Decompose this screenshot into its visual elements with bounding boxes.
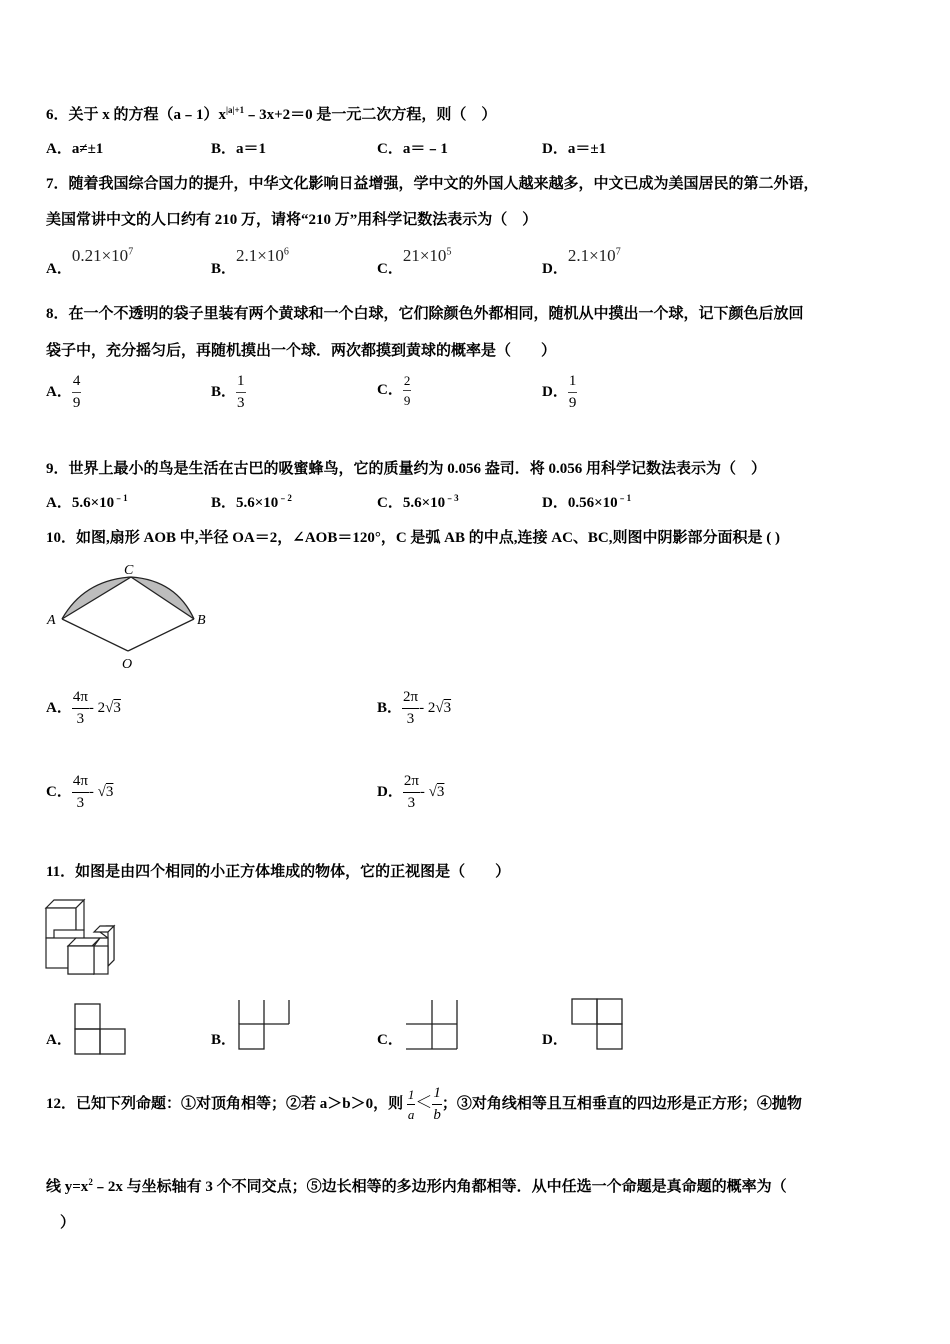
q10-option-a-tail: - 2: [88, 699, 106, 716]
q12-line-2-post: ﹣2x 与坐标轴有 3 个不同交点；⑤边长相等的多边形内角都相等．从中任选一个命题是真命题的概率为（: [92, 1179, 787, 1195]
q8-option-d[interactable]: [542, 374, 577, 411]
q12-frac-2-numerator: 1: [432, 1086, 442, 1105]
q10-option-a[interactable]: A． $\frac{4\pi}{3}$ - 2√3: [46, 689, 121, 727]
q8-option-b-label: B．: [211, 383, 237, 400]
q6-option-a[interactable]: A．a≠±1: [46, 141, 104, 157]
q7-option-a-base: 0.21×10: [71, 246, 129, 265]
q6-option-d[interactable]: D．a＝±1: [542, 141, 607, 157]
q11-option-b[interactable]: B．: [211, 1032, 237, 1048]
q7-option-c-exp: 5: [446, 246, 452, 258]
q7-option-b-base: 2.1×10: [236, 246, 284, 265]
q10-option-c-denominator: 3: [76, 795, 85, 811]
q10-option-d[interactable]: D． $\frac{2\pi}{3}$ - √3: [377, 773, 445, 811]
q7-option-b[interactable]: [211, 245, 289, 277]
q8-option-c-denominator: 9: [403, 393, 411, 408]
q8-option-c-label: C．: [377, 381, 403, 398]
q9-option-a[interactable]: [46, 491, 128, 512]
q7-option-d[interactable]: [542, 245, 621, 277]
q10-point-a: A: [47, 613, 56, 628]
q8-option-c-numerator: 2: [403, 374, 412, 391]
q7-option-d-label: D．: [542, 261, 568, 277]
question-6: [46, 103, 496, 124]
q9-option-a-exp: ﹣1: [114, 493, 128, 503]
q7-option-d-base: 2.1×10: [567, 246, 616, 265]
q10-option-c-tail: -: [88, 783, 98, 800]
q8-line-2: 袋子中，充分摇匀后，再随机摸出一个球．两次都摸到黄球的概率是（ ）: [46, 343, 557, 359]
q12-frac-1-denominator: a: [407, 1107, 415, 1122]
q12-less-than: ＜: [415, 1092, 433, 1112]
q9-option-b-exp: ﹣2: [278, 493, 292, 503]
q10-segment-ac: [62, 577, 131, 619]
q10-option-d-root: 3: [436, 783, 445, 800]
q10-segment-bc: [131, 577, 194, 619]
q12-line-1-pre: 12．已知下列命题：①对顶角相等；②若 a＞b＞0，则: [46, 1095, 404, 1112]
q9-option-c-base: C．5.6×10: [377, 495, 446, 511]
q8-option-b-denominator: 3: [237, 395, 245, 411]
q9-option-c[interactable]: [377, 491, 459, 512]
q6-exponent: |a|+1: [226, 105, 245, 115]
q10-radius-ob: [128, 619, 194, 651]
q11-cube-stack-figure: [44, 898, 119, 978]
q8-option-a-denominator: 9: [72, 395, 81, 411]
q10-option-d-numerator: 2π: [403, 774, 420, 793]
q12-line-1: [46, 1086, 802, 1123]
q6-text-pre: 6．关于 x 的方程（a﹣1）x: [46, 107, 227, 123]
q9-option-b[interactable]: [211, 491, 292, 512]
q10-option-c-label: C．: [46, 783, 72, 800]
q12-line-2-exp: 2: [88, 1177, 93, 1187]
q10-option-a-label: A．: [46, 699, 72, 716]
q10-point-o: O: [122, 657, 133, 672]
q9-option-d-exp: ﹣1: [617, 493, 632, 503]
q10-option-b-root: 3: [443, 699, 452, 716]
q10-radius-oa: [62, 619, 128, 651]
q10-option-c[interactable]: C． $\frac{4\pi}{3}$ - √3: [46, 773, 114, 811]
q6-option-c[interactable]: C．a＝﹣1: [377, 141, 448, 157]
q7-option-a-exp: 7: [128, 246, 134, 258]
q10-option-b[interactable]: B． $\frac{2\pi}{3}$ - 2√3: [377, 689, 452, 727]
q12-line-2-pre: 线 y=x: [46, 1179, 89, 1195]
q10-option-a-root: 3: [113, 699, 121, 716]
q11-option-a[interactable]: A．: [46, 1032, 72, 1048]
q6-text-post: ﹣3x+2＝0 是一元二次方程，则（ ）: [244, 107, 497, 123]
q12-line-1-post: ；③对角线相等且互相垂直的四边形是正方形；④抛物: [441, 1095, 802, 1112]
q8-option-b-numerator: 1: [236, 374, 246, 393]
q9-text: 9．世界上最小的鸟是生活在古巴的吸蜜蜂鸟，它的质量约为 0.056 盎司．将 0.056 用科学记数法表示为（ ）: [46, 461, 767, 477]
q11-option-a-view: [74, 1003, 126, 1055]
q8-option-d-denominator: 9: [568, 395, 577, 411]
q7-line-2: 美国常讲中文的人口约有 210 万，请将“210 万”用科学记数法表示为（ ）: [46, 212, 538, 228]
q8-option-c[interactable]: [377, 374, 411, 407]
q11-text: 11．如图是由四个相同的小正方体堆成的物体，它的正视图是（ ）: [46, 864, 511, 880]
q7-line-1: 7．随着我国综合国力的提升，中华文化影响日益增强，学中文的外国人越来越多，中文已成为美国居民的第二外语，: [46, 176, 819, 192]
q8-option-b[interactable]: [211, 374, 246, 411]
q12-line-2: [46, 1175, 787, 1196]
q8-line-1: 8．在一个不透明的袋子里装有两个黄球和一个白球，它们除颜色外都相同，随机从中摸出一个球，记下颜色后放回: [46, 306, 804, 322]
q11-option-b-view: [238, 999, 292, 1051]
q10-option-b-label: B．: [377, 699, 403, 716]
q7-option-c-base: 21×10: [402, 246, 447, 265]
q9-option-a-base: A．5.6×10: [46, 495, 115, 511]
q11-option-d-view: [571, 998, 625, 1050]
q10-option-c-numerator: 4π: [72, 774, 89, 793]
q8-option-d-numerator: 1: [568, 374, 578, 393]
q12-frac-1-numerator: 1: [407, 1088, 416, 1105]
q10-text: 10．如图,扇形 AOB 中,半径 OA＝2，∠AOB＝120°，C 是弧 AB 的中点,连接 AC、BC,则图中阴影部分面积是 ( ): [46, 530, 780, 546]
q11-option-c[interactable]: C．: [377, 1032, 403, 1048]
q10-sector-figure: [44, 562, 209, 674]
q6-option-b[interactable]: B．a＝1: [211, 141, 267, 157]
q10-option-a-denominator: 3: [76, 711, 85, 727]
q10-option-d-denominator: 3: [407, 795, 416, 811]
q9-option-b-base: B．5.6×10: [211, 495, 279, 511]
q9-option-c-exp: ﹣3: [445, 493, 459, 503]
q12-line-3: ）: [60, 1215, 76, 1231]
q10-option-c-root: 3: [105, 783, 114, 800]
q8-option-d-label: D．: [542, 383, 568, 400]
q11-cube-stack: [46, 900, 114, 974]
q7-option-d-exp: 7: [615, 246, 621, 258]
q10-option-b-numerator: 2π: [402, 690, 419, 709]
q9-option-d-base: D．0.56×10: [542, 495, 618, 511]
q10-option-d-tail: -: [419, 783, 429, 800]
q7-option-b-exp: 6: [283, 246, 289, 258]
q10-point-b: B: [197, 613, 206, 628]
q11-option-c-view: [405, 999, 459, 1051]
q11-option-d[interactable]: D．: [542, 1032, 568, 1048]
q12-frac-2-denominator: b: [433, 1107, 441, 1123]
q7-option-c-label: C．: [377, 261, 403, 277]
q8-option-a[interactable]: [46, 374, 81, 411]
q7-option-a[interactable]: [46, 245, 134, 277]
q7-option-c[interactable]: [377, 245, 452, 277]
q8-option-a-label: A．: [46, 383, 72, 400]
q10-option-a-numerator: 4π: [72, 690, 89, 709]
q10-point-c: C: [124, 563, 134, 578]
q10-option-b-denominator: 3: [406, 711, 415, 727]
q7-option-a-label: A．: [46, 261, 72, 277]
q10-option-d-label: D．: [377, 783, 403, 800]
q8-option-a-numerator: 4: [72, 374, 82, 393]
q10-option-b-tail: - 2: [419, 699, 436, 716]
q9-option-d[interactable]: [542, 491, 631, 512]
q7-option-b-label: B．: [211, 261, 237, 277]
